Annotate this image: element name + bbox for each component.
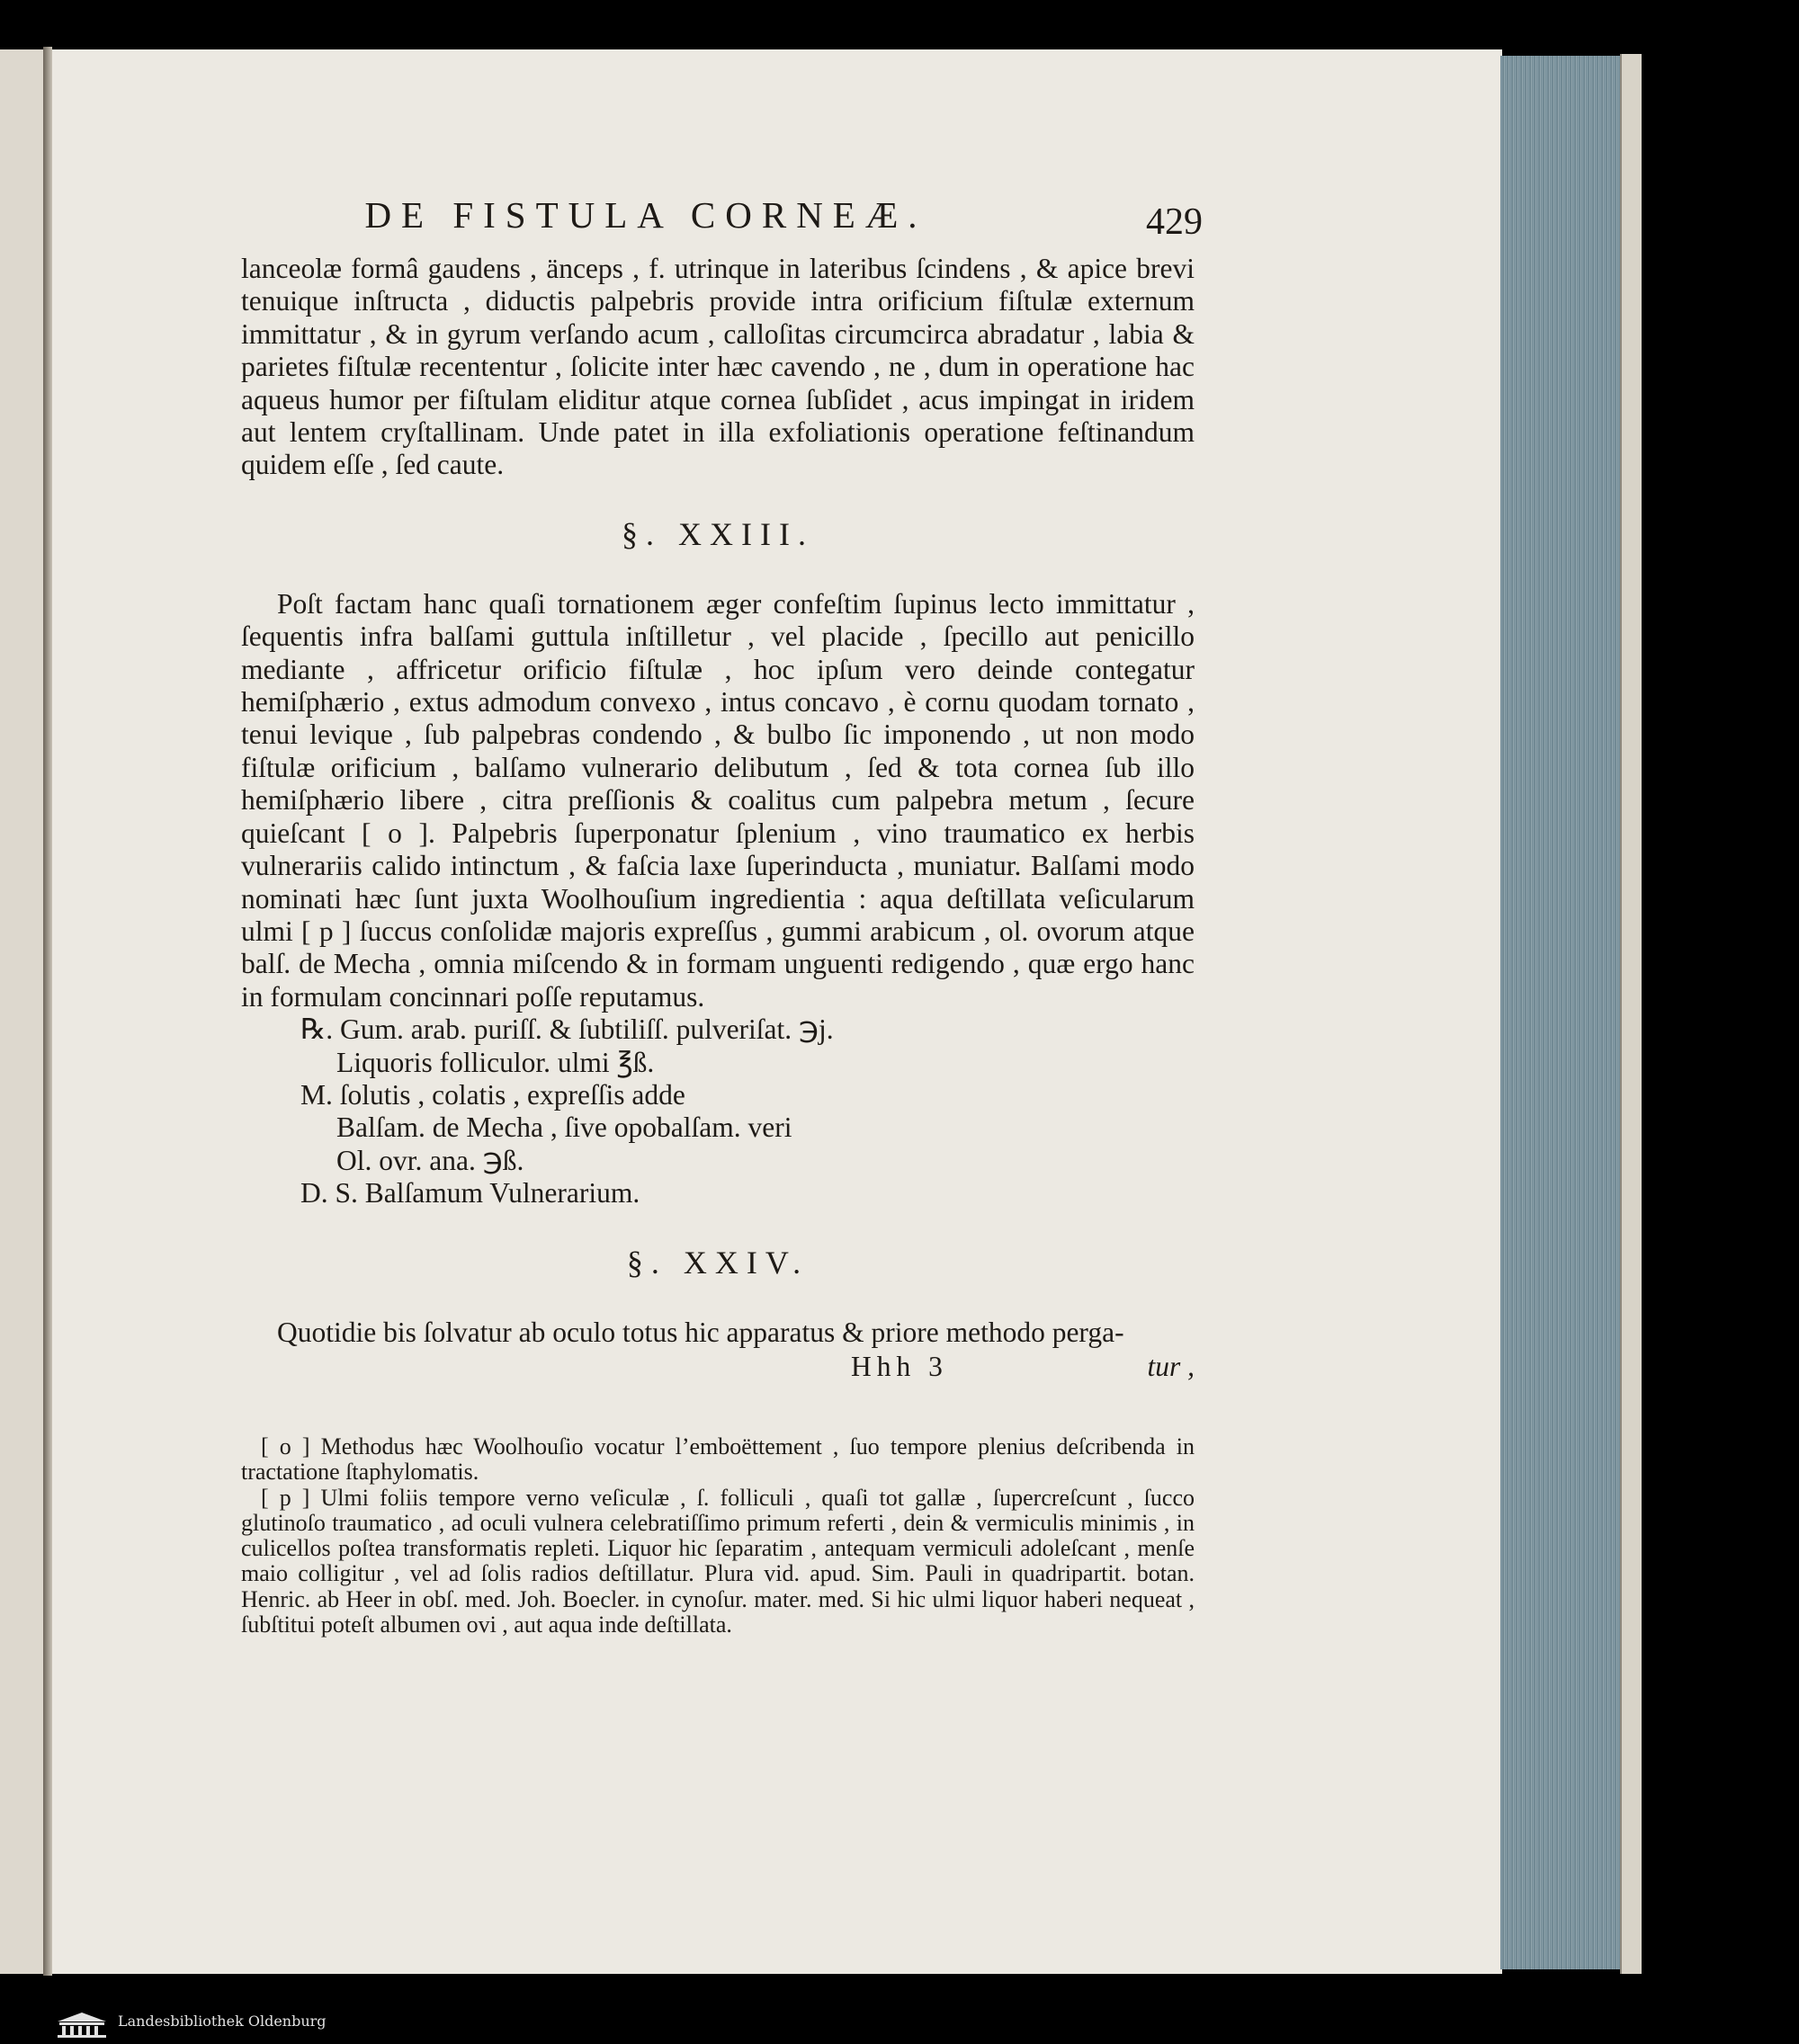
- paragraph: Quotidie bis ſolvatur ab oculo totus hic apparatus & priore methodo perga-: [277, 1316, 1124, 1348]
- footnote: [ o ] Methodus hæc Woolhouſio vocatur l’emboëttement , ſuo tempore plenius deſcribenda in tractatione ſtaphylomatis.: [241, 1433, 1195, 1486]
- footnotes: [241, 1434, 1195, 1638]
- running-head: DE FISTULA CORNEÆ.: [364, 194, 927, 236]
- book-page: [52, 49, 1502, 1974]
- prescription-line: ℞. Gum. arab. puriſſ. & ſubtiliſſ. pulveriſat. ℈j.: [300, 1013, 834, 1046]
- page-number: 429: [1146, 201, 1203, 243]
- page-foot-line: [241, 1351, 1195, 1387]
- prescription-line: Liquoris folliculor. ulmi ℥ß.: [336, 1046, 655, 1078]
- main-text: [241, 253, 1195, 1387]
- prescription-line: Ol. ovr. ana. ℈ß.: [336, 1144, 524, 1176]
- left-page-edge: [0, 49, 45, 1974]
- signature-mark: Hhh 3: [851, 1350, 948, 1382]
- library-building-icon: [54, 2011, 110, 2038]
- book-cover-edge: [1620, 54, 1642, 1974]
- book-gutter: [43, 47, 52, 1976]
- page-edges: [1500, 56, 1620, 1969]
- library-name: Landesbibliothek Oldenburg: [118, 2013, 327, 2030]
- paragraph: Poſt factam hanc quaſi tornationem æger confeſtim ſupinus lecto immittatur , ſequentis infra balſami guttula inſtilletur , vel placide , ſpecillo aut penicillo mediante , affricetur orificio fiſtulæ , hoc ipſum vero deinde contegatur hemiſphærio , extus admodum convexo , intus concavo , è cornu quodam tornato , tenui levique , ſub palpebras condendo , & bulbo ſic imponendo , ut non modo fiſtulæ orificium , balſamo vulnerario delibutum , ſed & tota cornea ſub illo hemiſphærio libere , citra preſſionis & coalitus cum palpebra metum , ſecure quieſcant [ o ]. Palpebris ſuperponatur ſplenium , vino traumatico ex herbis vulnerariis calido intinctum , & faſcia laxe ſuperinducta , muniatur. Balſami modo nominati hæc ſunt juxta Woolhouſium ingredientia : aqua deſtillata veſicularum ulmi [ p ] ſuccus conſolidæ majoris expreſſus , gummi arabicum , ol. ovorum atque balſ. de Mecha , omnia miſcendo & in formam unguenti redigendo , quæ ergo hanc in formulam concinnari poſſe reputamus.: [241, 587, 1195, 1013]
- prescription-line: Balſam. de Mecha , ſive opobalſam. veri: [336, 1111, 792, 1144]
- prescription-line: M. ſolutis , colatis , expreſſis adde: [300, 1078, 685, 1111]
- catchword: tur ,: [1147, 1350, 1195, 1382]
- prescription-line: D. S. Balſamum Vulnerarium.: [300, 1177, 640, 1209]
- section-heading: §. XXIII.: [622, 515, 814, 552]
- footnote: [ p ] Ulmi foliis tempore verno veſiculæ , ſ. folliculi , quaſi tot gallæ , ſupercreſcunt , ſucco glutinoſo traumatico , ad oculi vulnera celebratiſſimo primum referti , dein & vermiculis minimis , in culicellos poſtea transformatis repleti. Liquor hic ſeparatim , antequam vermiculi adoleſcant , menſe maio colligitur , vel ad ſolis radios deſtillatur. Plura vid. apud. Sim. Pauli in quadripartit. botan. Henric. ab Heer in obſ. med. Joh. Boecler. in cynoſur. mater. med. Si hic ulmi liquor haberi nequeat , ſubſtitui poteſt albumen ovi , aut aqua inde deſtillata.: [241, 1484, 1195, 1638]
- section-heading: §. XXIV.: [626, 1244, 810, 1281]
- paragraph: lanceolæ formâ gaudens , änceps , f. utrinque in lateribus ſcindens , & apice brevi tenuique inſtructa , diductis palpebris provide intra orificium fiſtulæ externum immittatur , & in gyrum verſando acum , calloſitas circumcirca abradatur , labia & parietes fiſtulæ recententur , ſolicite inter hæc cavendo , ne , dum in operatione hac aqueus humor per fiſtulam eliditur atque cornea ſubſidet , acus impingat in iridem aut lentem cryſtallinam. Unde patet in illa exfoliationis operatione feſtinandum quidem eſſe , ſed caute.: [241, 253, 1195, 481]
- prescription: [241, 1013, 1195, 1209]
